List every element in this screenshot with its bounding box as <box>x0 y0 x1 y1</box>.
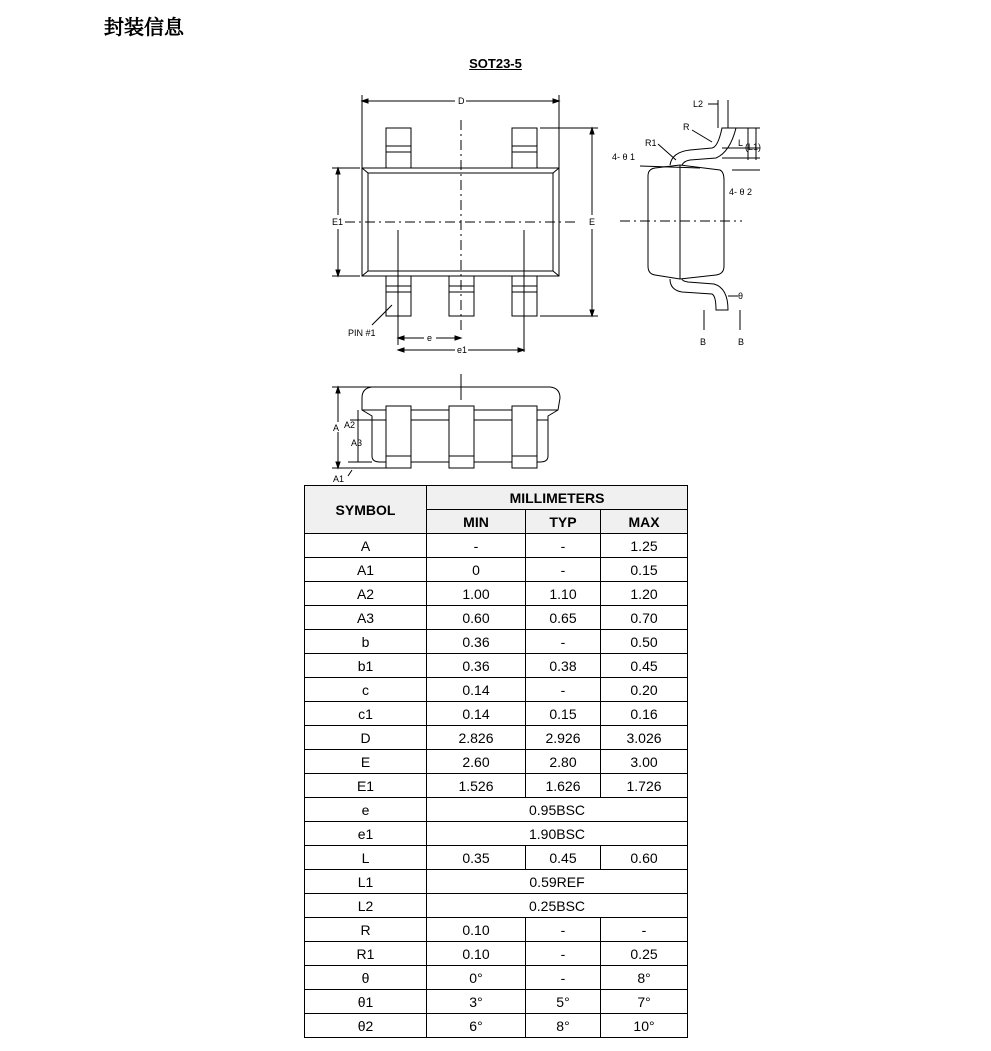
max-cell: 8° <box>601 966 688 990</box>
front-view <box>332 374 560 476</box>
table-row <box>305 918 688 942</box>
min-cell: 1.526 <box>427 774 526 798</box>
min-cell: 0.14 <box>427 702 526 726</box>
max-cell: 1.726 <box>601 774 688 798</box>
dim-label-A2: A2 <box>344 420 356 430</box>
typ-cell: - <box>526 678 601 702</box>
symbol-cell: b1 <box>305 654 427 678</box>
symbol-cell: R1 <box>305 942 427 966</box>
min-cell: 1.00 <box>427 582 526 606</box>
min-cell: 0.60 <box>427 606 526 630</box>
min-cell: 3° <box>427 990 526 1014</box>
typ-cell: 2.80 <box>526 750 601 774</box>
dim-label-e1: e1 <box>457 345 468 355</box>
dim-label-D: D <box>458 96 465 106</box>
section-heading: 封装信息 <box>104 15 184 39</box>
dim-label-theta: θ <box>738 291 744 301</box>
symbol-cell: A <box>305 534 427 558</box>
dim-label-L: L <box>738 138 744 148</box>
min-cell: - <box>427 534 526 558</box>
max-cell: - <box>601 918 688 942</box>
max-cell: 0.16 <box>601 702 688 726</box>
table-row <box>305 630 688 654</box>
dim-label-B-right: B <box>738 337 745 347</box>
dim-label-E: E <box>589 217 596 227</box>
pin1-label: PIN #1 <box>348 328 376 338</box>
top-view <box>332 95 598 352</box>
value-cell: 0.59REF <box>427 870 688 894</box>
max-cell: 0.15 <box>601 558 688 582</box>
dim-label-A1: A1 <box>333 474 345 484</box>
table-row <box>305 822 688 846</box>
typ-cell: - <box>526 942 601 966</box>
symbol-cell: R <box>305 918 427 942</box>
unit-header: MILLIMETERS <box>427 486 688 510</box>
table-row <box>305 726 688 750</box>
min-cell: 0.14 <box>427 678 526 702</box>
package-title: SOT23-5 <box>469 56 522 71</box>
max-cell: 1.25 <box>601 534 688 558</box>
min-cell: 0.36 <box>427 630 526 654</box>
typ-cell: 0.45 <box>526 846 601 870</box>
table-row <box>305 702 688 726</box>
max-cell: 3.00 <box>601 750 688 774</box>
dim-label-e: e <box>427 333 433 343</box>
table-row <box>305 990 688 1014</box>
table-row <box>305 678 688 702</box>
typ-cell: 1.626 <box>526 774 601 798</box>
max-cell: 3.026 <box>601 726 688 750</box>
typ-cell: 1.10 <box>526 582 601 606</box>
typ-cell: - <box>526 918 601 942</box>
symbol-cell: b <box>305 630 427 654</box>
min-cell: 0.36 <box>427 654 526 678</box>
symbol-cell: θ2 <box>305 1014 427 1038</box>
table-row <box>305 1014 688 1038</box>
dim-label-A3: A3 <box>351 438 363 448</box>
table-row <box>305 894 688 918</box>
table-row <box>305 966 688 990</box>
max-cell: 1.20 <box>601 582 688 606</box>
dimensions-table <box>304 485 688 1038</box>
min-cell: 0 <box>427 558 526 582</box>
typ-cell: - <box>526 630 601 654</box>
symbol-header: SYMBOL <box>305 486 427 534</box>
value-cell: 0.95BSC <box>427 798 688 822</box>
dim-label-E1: E1 <box>332 217 344 227</box>
typ-cell: - <box>526 534 601 558</box>
dim-label-A: A <box>333 423 340 433</box>
symbol-cell: L <box>305 846 427 870</box>
min-cell: 0.35 <box>427 846 526 870</box>
max-cell: 0.60 <box>601 846 688 870</box>
max-cell: 0.20 <box>601 678 688 702</box>
table-row <box>305 870 688 894</box>
min-cell: 0° <box>427 966 526 990</box>
typ-cell: 2.926 <box>526 726 601 750</box>
dim-label-theta1: 4- θ 1 <box>612 152 636 162</box>
value-cell: 1.90BSC <box>427 822 688 846</box>
symbol-cell: A2 <box>305 582 427 606</box>
symbol-cell: L1 <box>305 870 427 894</box>
symbol-cell: A3 <box>305 606 427 630</box>
symbol-cell: A1 <box>305 558 427 582</box>
min-header: MIN <box>427 510 526 534</box>
symbol-cell: D <box>305 726 427 750</box>
table-row <box>305 942 688 966</box>
typ-cell: 0.15 <box>526 702 601 726</box>
max-cell: 0.25 <box>601 942 688 966</box>
typ-cell: 5° <box>526 990 601 1014</box>
typ-cell: - <box>526 558 601 582</box>
package-drawing <box>0 0 991 485</box>
max-cell: 10° <box>601 1014 688 1038</box>
symbol-cell: θ1 <box>305 990 427 1014</box>
symbol-cell: c1 <box>305 702 427 726</box>
dim-label-theta2: 4- θ 2 <box>729 187 753 197</box>
table-body <box>305 534 688 1038</box>
min-cell: 2.60 <box>427 750 526 774</box>
max-cell: 0.45 <box>601 654 688 678</box>
symbol-cell: θ <box>305 966 427 990</box>
symbol-cell: e1 <box>305 822 427 846</box>
dim-label-B-left: B <box>700 337 707 347</box>
symbol-cell: E1 <box>305 774 427 798</box>
dim-label-L2: L2 <box>693 99 704 109</box>
max-cell: 7° <box>601 990 688 1014</box>
table-row <box>305 774 688 798</box>
table-row <box>305 606 688 630</box>
table-row <box>305 582 688 606</box>
value-cell: 0.25BSC <box>427 894 688 918</box>
min-cell: 0.10 <box>427 942 526 966</box>
symbol-cell: L2 <box>305 894 427 918</box>
table-row <box>305 846 688 870</box>
table-row <box>305 798 688 822</box>
symbol-cell: e <box>305 798 427 822</box>
table-row <box>305 558 688 582</box>
symbol-cell: c <box>305 678 427 702</box>
typ-header: TYP <box>526 510 601 534</box>
max-cell: 0.50 <box>601 630 688 654</box>
min-cell: 2.826 <box>427 726 526 750</box>
symbol-cell: E <box>305 750 427 774</box>
table-row <box>305 654 688 678</box>
min-cell: 0.10 <box>427 918 526 942</box>
max-cell: 0.70 <box>601 606 688 630</box>
typ-cell: 0.38 <box>526 654 601 678</box>
typ-cell: - <box>526 966 601 990</box>
typ-cell: 8° <box>526 1014 601 1038</box>
dim-label-L1: (L1) <box>745 142 762 152</box>
dim-label-R1: R1 <box>645 138 657 148</box>
table-row <box>305 534 688 558</box>
dim-label-R: R <box>683 122 690 132</box>
min-cell: 6° <box>427 1014 526 1038</box>
typ-cell: 0.65 <box>526 606 601 630</box>
table-row <box>305 750 688 774</box>
max-header: MAX <box>601 510 688 534</box>
